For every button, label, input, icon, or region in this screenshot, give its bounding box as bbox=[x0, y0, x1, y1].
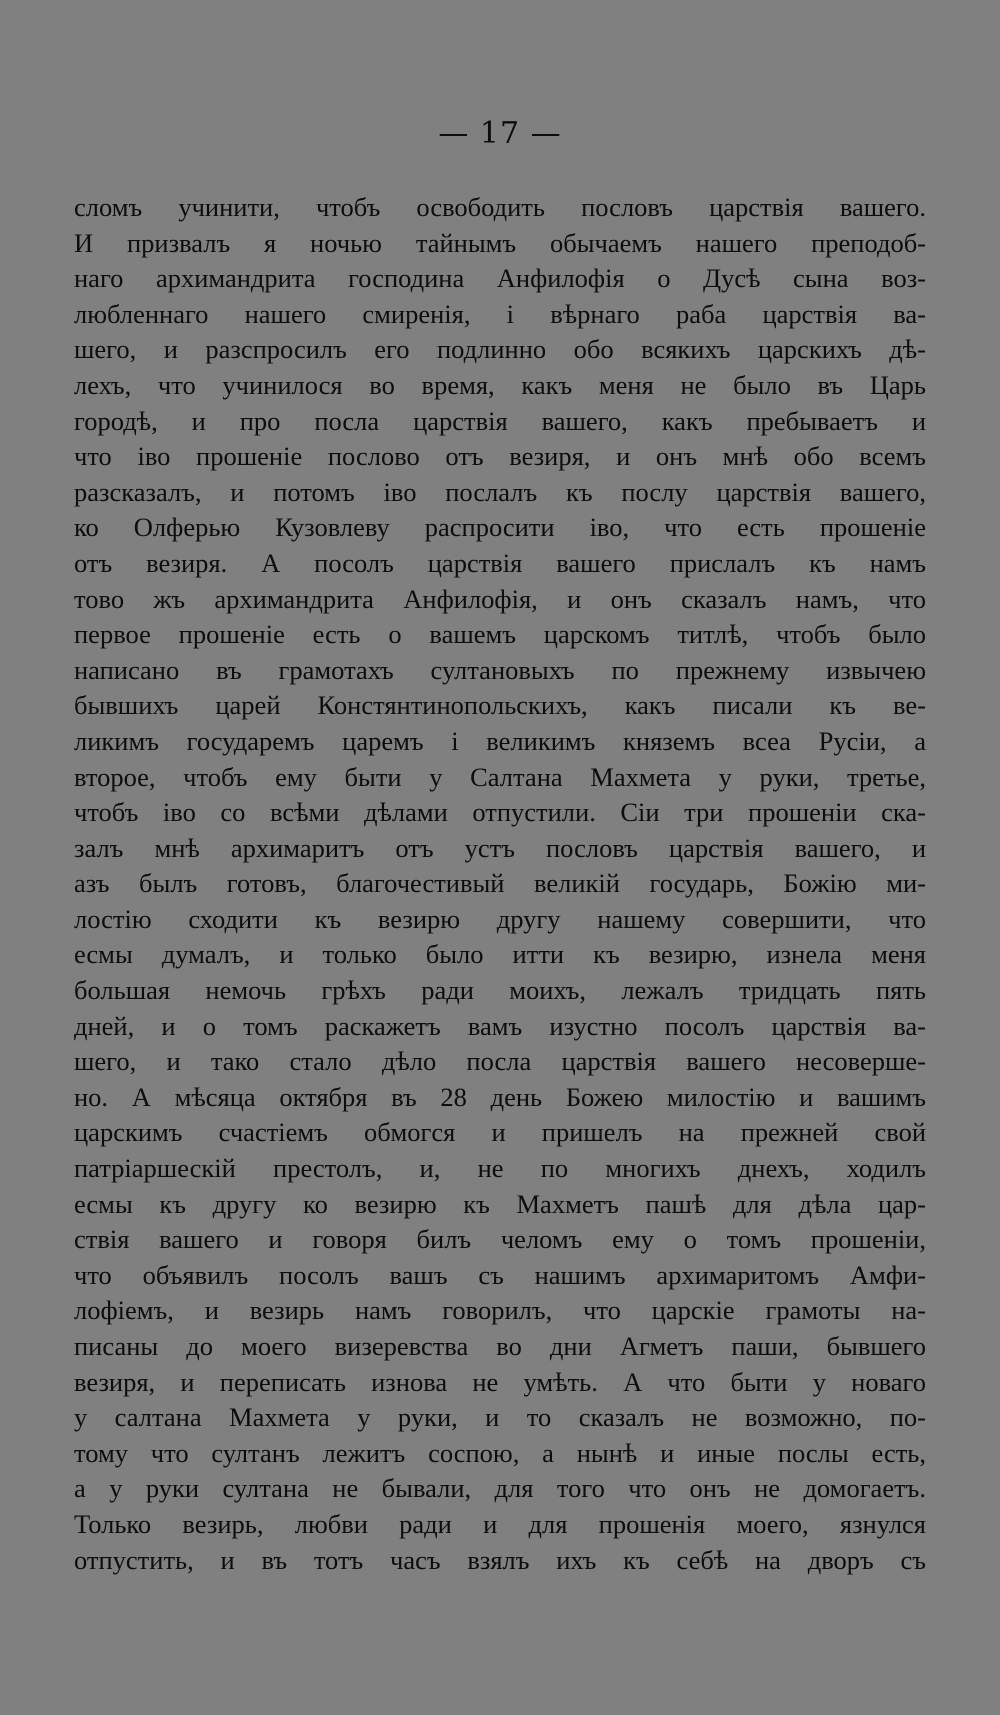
text-line: азъ былъ готовъ, благочестивый великій государь, Божію ми- bbox=[74, 868, 926, 899]
text-line: у салтана Махмета у руки, и то сказалъ не возможно, по- bbox=[74, 1402, 926, 1433]
text-line: первое прошеніе есть о вашемъ царскомъ титлѣ, чтобъ было bbox=[74, 619, 926, 650]
text-line: что объявилъ посолъ вашъ съ нашимъ архимаритомъ Амфи- bbox=[74, 1259, 926, 1290]
text-line: но. А мѣсяца октября въ 28 день Божею милостію и вашимъ bbox=[74, 1081, 926, 1112]
text-line: отпустить, и въ тотъ часъ взялъ ихъ къ себѣ на дворъ съ bbox=[74, 1544, 926, 1575]
text-line: И призвалъ я ночью тайнымъ обычаемъ нашего преподоб- bbox=[74, 227, 926, 258]
text-line: дней, и о томъ раскажетъ вамъ изустно посолъ царствія ва- bbox=[74, 1010, 926, 1041]
text-line: чтобъ іво со всѣми дѣлами отпустили. Сіи три прошеніи ска- bbox=[74, 797, 926, 828]
text-line: лехъ, что учинилося во время, какъ меня не было въ Царь bbox=[74, 369, 926, 400]
text-line: ко Олферью Кузовлеву распросити іво, что есть прошеніе bbox=[74, 512, 926, 543]
text-line: тому что султанъ лежитъ соспою, а нынѣ и иные послы есть, bbox=[74, 1437, 926, 1468]
text-line: большая немочь грѣхъ ради моихъ, лежалъ тридцать пять bbox=[74, 975, 926, 1006]
text-line: ствія вашего и говоря билъ челомъ ему о томъ прошеніи, bbox=[74, 1224, 926, 1255]
text-line: лофіемъ, и везирь намъ говорилъ, что царскіе грамоты на- bbox=[74, 1295, 926, 1326]
text-line: любленнаго нашего смиренія, і вѣрнаго раба царствія ва- bbox=[74, 298, 926, 329]
text-line: залъ мнѣ архимаритъ отъ устъ пословъ царствія вашего, и bbox=[74, 832, 926, 863]
text-line: сломъ учинити, чтобъ освободить пословъ царствія вашего. bbox=[74, 192, 926, 222]
text-line: наго архимандрита господина Анфилофія о Дусѣ сына воз- bbox=[74, 263, 926, 294]
text-line: городѣ, и про посла царствія вашего, какъ пребываетъ и bbox=[74, 405, 926, 436]
text-line: тово жъ архимандрита Анфилофія, и онъ сказалъ намъ, что bbox=[74, 583, 926, 614]
text-line: второе, чтобъ ему быти у Салтана Махмета у руки, третье, bbox=[74, 761, 926, 792]
text-line: отъ везиря. А посолъ царствія вашего прислалъ къ намъ bbox=[74, 547, 926, 578]
text-line: царскимъ счастіемъ обмогся и пришелъ на прежней свой bbox=[74, 1117, 926, 1148]
text-line: бывшихъ царей Констянтинопольскихъ, какъ писали къ ве- bbox=[74, 690, 926, 721]
text-line: а у руки султана не бывали, для того что онъ не домогаетъ. bbox=[74, 1473, 926, 1504]
text-line: патріаршескій престолъ, и, не по многихъ днехъ, ходилъ bbox=[74, 1153, 926, 1184]
page-number: — 17 — bbox=[438, 116, 562, 151]
body-text bbox=[74, 190, 926, 1578]
text-line: шего, и тако стало дѣло посла царствія вашего несоверше- bbox=[74, 1046, 926, 1077]
text-line: шего, и разспросилъ его подлинно обо всякихъ царскихъ дѣ- bbox=[74, 334, 926, 365]
text-line: написано въ грамотахъ султановыхъ по прежнему извычею bbox=[74, 654, 926, 685]
text-line: разсказалъ, и потомъ іво послалъ къ послу царствія вашего, bbox=[74, 476, 926, 507]
text-line: что іво прошеніе послово отъ везиря, и онъ мнѣ обо всемъ bbox=[74, 441, 926, 472]
text-line: лостію сходити къ везирю другу нашему совершити, что bbox=[74, 903, 926, 934]
text-line: ликимъ государемъ царемъ і великимъ княземъ всеа Русіи, а bbox=[74, 725, 926, 756]
text-line: писаны до моего визеревства во дни Агметъ паши, бывшего bbox=[74, 1331, 926, 1361]
text-line: есмы думалъ, и только было итти къ везирю, изнела меня bbox=[74, 939, 926, 970]
text-line: Только везирь, любви ради и для прошенія моего, язнулся bbox=[74, 1508, 926, 1539]
text-line: есмы къ другу ко везирю къ Махметъ пашѣ для дѣла цар- bbox=[74, 1188, 926, 1219]
text-line: везиря, и переписать изнова не умѣть. А что быти у новаго bbox=[74, 1366, 926, 1397]
